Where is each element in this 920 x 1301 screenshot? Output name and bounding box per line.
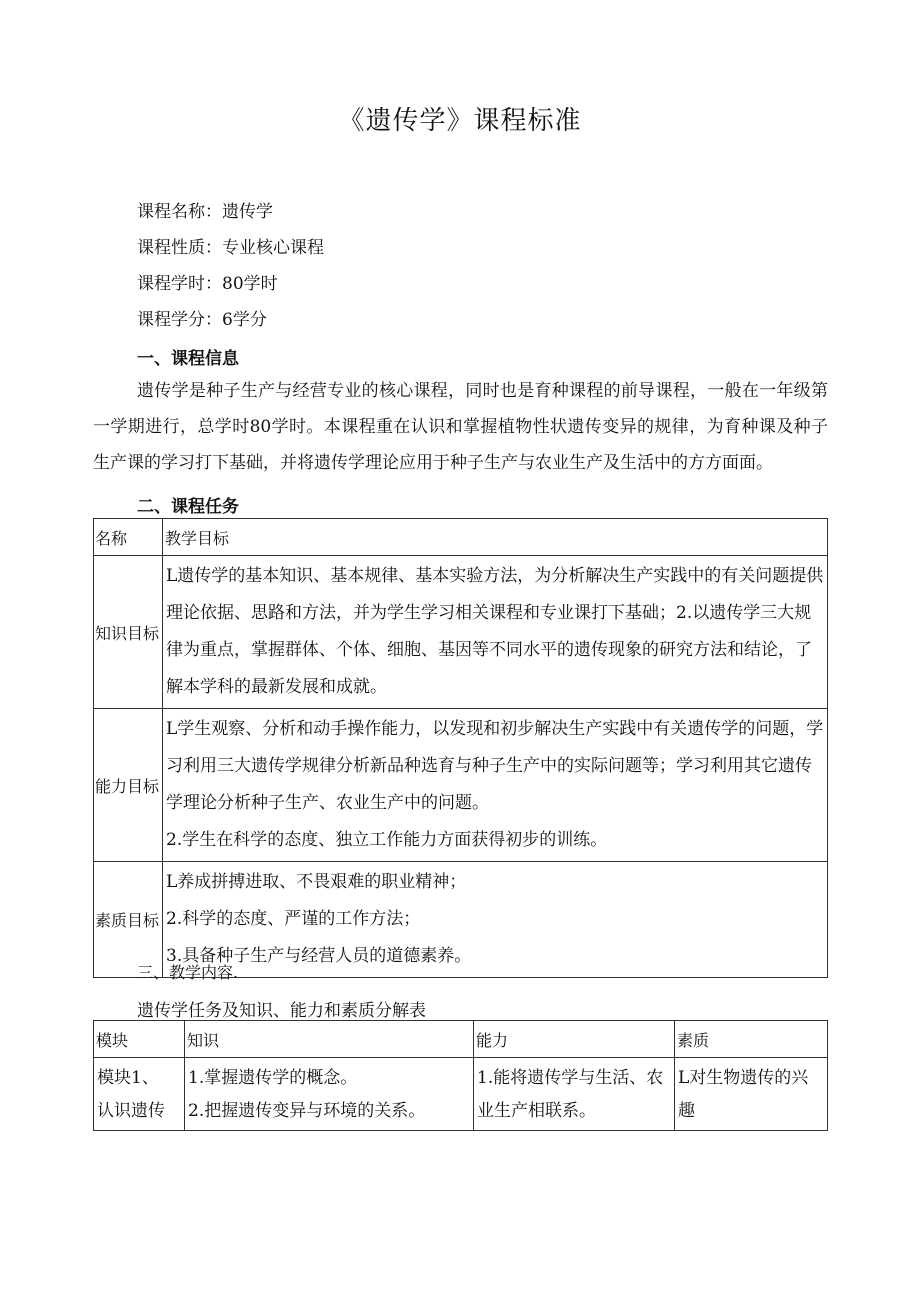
module-cell — [94, 1058, 185, 1131]
row-line: 3.具备种子生产与经营人员的道德素养。 — [166, 946, 472, 966]
row-line: L学生观察、分析和动手操作能力，以发现和初步解决生产实践中有关遗传学的问题，学习利用三大遗传学规律分析新品种选育与种子生产中的实际问题等；学习利用其它遗传学理论分析种子生产、农业生产中的问题。 — [166, 719, 824, 813]
row-content — [163, 709, 828, 862]
section2-number: 二、 — [137, 497, 171, 517]
course-task-table — [93, 518, 828, 978]
section2-heading — [137, 492, 239, 517]
document-title: 《遗传学》课程标准 — [338, 106, 582, 136]
section2-title: 课程任务 — [171, 497, 239, 517]
table-caption: 遗传学任务及知识、能力和素质分解表 — [137, 1001, 426, 1021]
row-line: L养成拼搏进取、不畏艰难的职业精神； — [166, 872, 467, 892]
knowledge-cell — [185, 1058, 474, 1131]
table-header-row — [94, 1021, 828, 1058]
row-line: 2.学生在科学的态度、独立工作能力方面获得初步的训练。 — [166, 830, 608, 850]
section1-number: 一、 — [137, 349, 171, 369]
cell-line: 1.能将遗传学与生活、农业生产相联系。 — [477, 1068, 664, 1121]
header-knowledge: 知识 — [185, 1021, 474, 1058]
quality-cell — [675, 1058, 828, 1131]
row-line: 2.科学的态度、严谨的工作方法； — [166, 909, 421, 929]
cell-line: 2.把握遗传变异与环境的关系。 — [188, 1101, 426, 1121]
section1-paragraph: 遗传学是种子生产与经营专业的核心课程，同时也是育种课程的前导课程，一般在一年级第一学期进行，总学时80学时。本课程重在认识和掌握植物性状遗传变异的规律，为育种课及种子生产课的学习打下基础，并将遗传学理论应用于种子生产与农业生产及生活中的方方面面。 — [93, 381, 828, 473]
header-module: 模块 — [94, 1021, 185, 1058]
course-hours: 课程学时：80学时 — [137, 274, 278, 294]
course-nature: 课程性质：专业核心课程 — [137, 238, 324, 258]
header-ability: 能力 — [474, 1021, 675, 1058]
table-header-row — [94, 519, 828, 556]
row-name: 能力目标 — [94, 709, 163, 862]
section3-heading: 三、教学内容. — [137, 963, 239, 982]
ability-cell — [474, 1058, 675, 1131]
table-row — [94, 1058, 828, 1131]
section1-heading — [137, 344, 239, 369]
cell-line: L对生物遗传的兴趣 — [678, 1068, 809, 1121]
cell-line: 1.掌握遗传学的概念。 — [188, 1068, 358, 1088]
header-name: 名称 — [94, 519, 163, 556]
section1-title: 课程信息 — [171, 349, 239, 369]
course-name: 课程名称：遗传学 — [137, 202, 273, 222]
row-name: 知识目标 — [94, 556, 163, 709]
breakdown-table — [93, 1020, 828, 1131]
course-credits: 课程学分：6学分 — [137, 310, 267, 330]
header-quality: 素质 — [675, 1021, 828, 1058]
cell-line: 模块1、 — [97, 1068, 159, 1088]
row-content — [163, 556, 828, 709]
row-content — [163, 862, 828, 978]
table-row — [94, 709, 828, 862]
row-line: L遗传学的基本知识、基本规律、基本实验方法，为分析解决生产实践中的有关问题提供理论依据、思路和方法，并为学生学习相关课程和专业课打下基础；2.以遗传学三大规律为重点，掌握群体、个体、细胞、基因等不同水平的遗传现象的研究方法和结论，了解本学科的最新发展和成就。 — [166, 566, 824, 697]
row-name: 素质目标 — [94, 862, 163, 978]
cell-line: 认识遗传 — [97, 1101, 165, 1121]
header-goal: 教学目标 — [163, 519, 828, 556]
table-row — [94, 556, 828, 709]
